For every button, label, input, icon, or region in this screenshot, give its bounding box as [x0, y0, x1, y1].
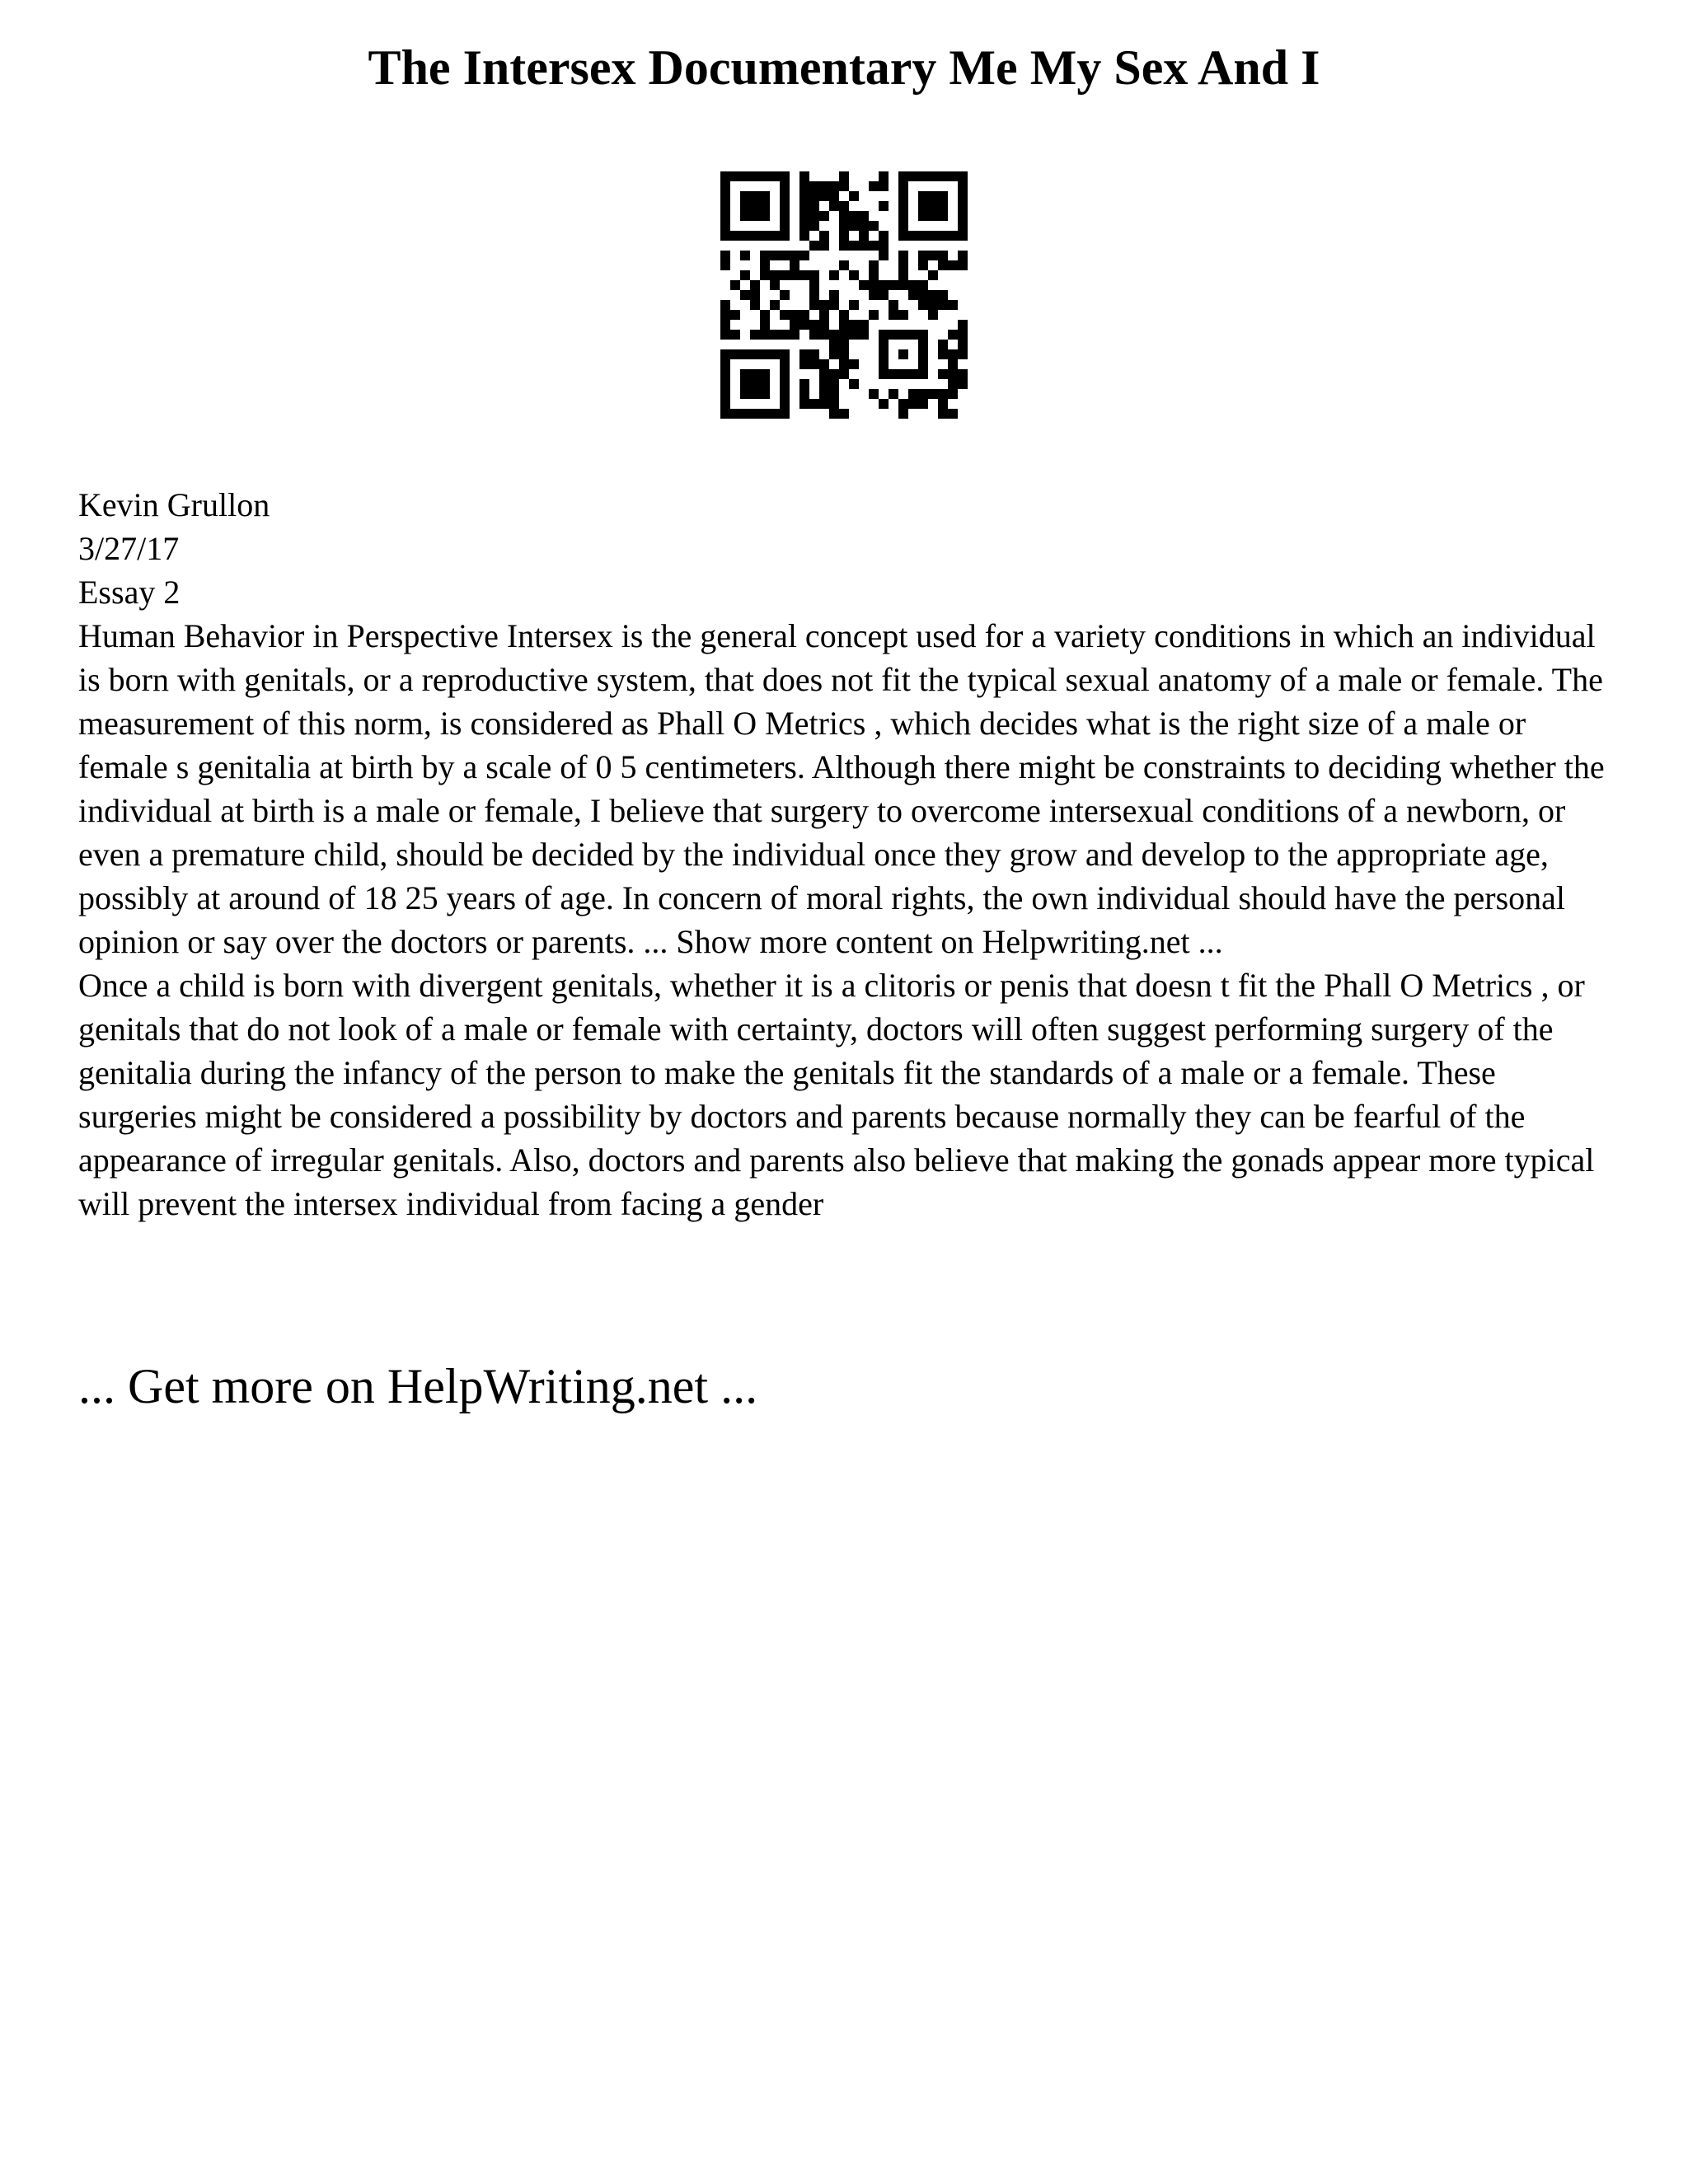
paragraph: Human Behavior in Perspective Intersex is the general concept used for a variety conditions in which an individual is born with genitals, or a reproductive system, that does not fit the typical sexual anatomy of a male or female. The measurement of this norm, is considered as Phall O Metrics , which decides what is the right size of a male or female s genitalia at birth by a scale of 0 5 centimeters. Although there might be constraints to deciding whether the individual at birth is a male or female, I believe that surgery to overcome intersexual conditions of a newborn, or even a premature child, should be decided by the individual once they grow and develop to the appropriate age, possibly at around of 18 25 years of age. In concern of moral rights, the own individual should have the personal opinion or say over the doctors or parents. ... Show more content on Helpwriting.net ...	[78, 617, 1605, 960]
essay-date: 3/27/17	[78, 530, 180, 567]
page-title: The Intersex Documentary Me My Sex And I	[368, 40, 1320, 95]
author-name: Kevin Grullon	[78, 486, 270, 523]
essay-meta	[78, 483, 1611, 614]
qr-code-image	[720, 171, 968, 419]
get-more-link[interactable]: ... Get more on HelpWriting.net ...	[78, 1359, 758, 1413]
paragraph: Once a child is born with divergent genitals, whether it is a clitoris or penis that doesn t fit the Phall O Metrics , or genitals that do not look of a male or female with certainty, doctors will often suggest performing surgery of the genitalia during the infancy of the person to make the genitals fit the standards of a male or a female. These surgeries might be considered a possibility by doctors and parents because normally they can be fearful of the appearance of irregular genitals. Also, doctors and parents also believe that making the gonads appear more typical will prevent the intersex individual from facing a gender	[78, 967, 1595, 1222]
essay-body	[78, 614, 1611, 1226]
essay-label: Essay 2	[78, 574, 181, 611]
